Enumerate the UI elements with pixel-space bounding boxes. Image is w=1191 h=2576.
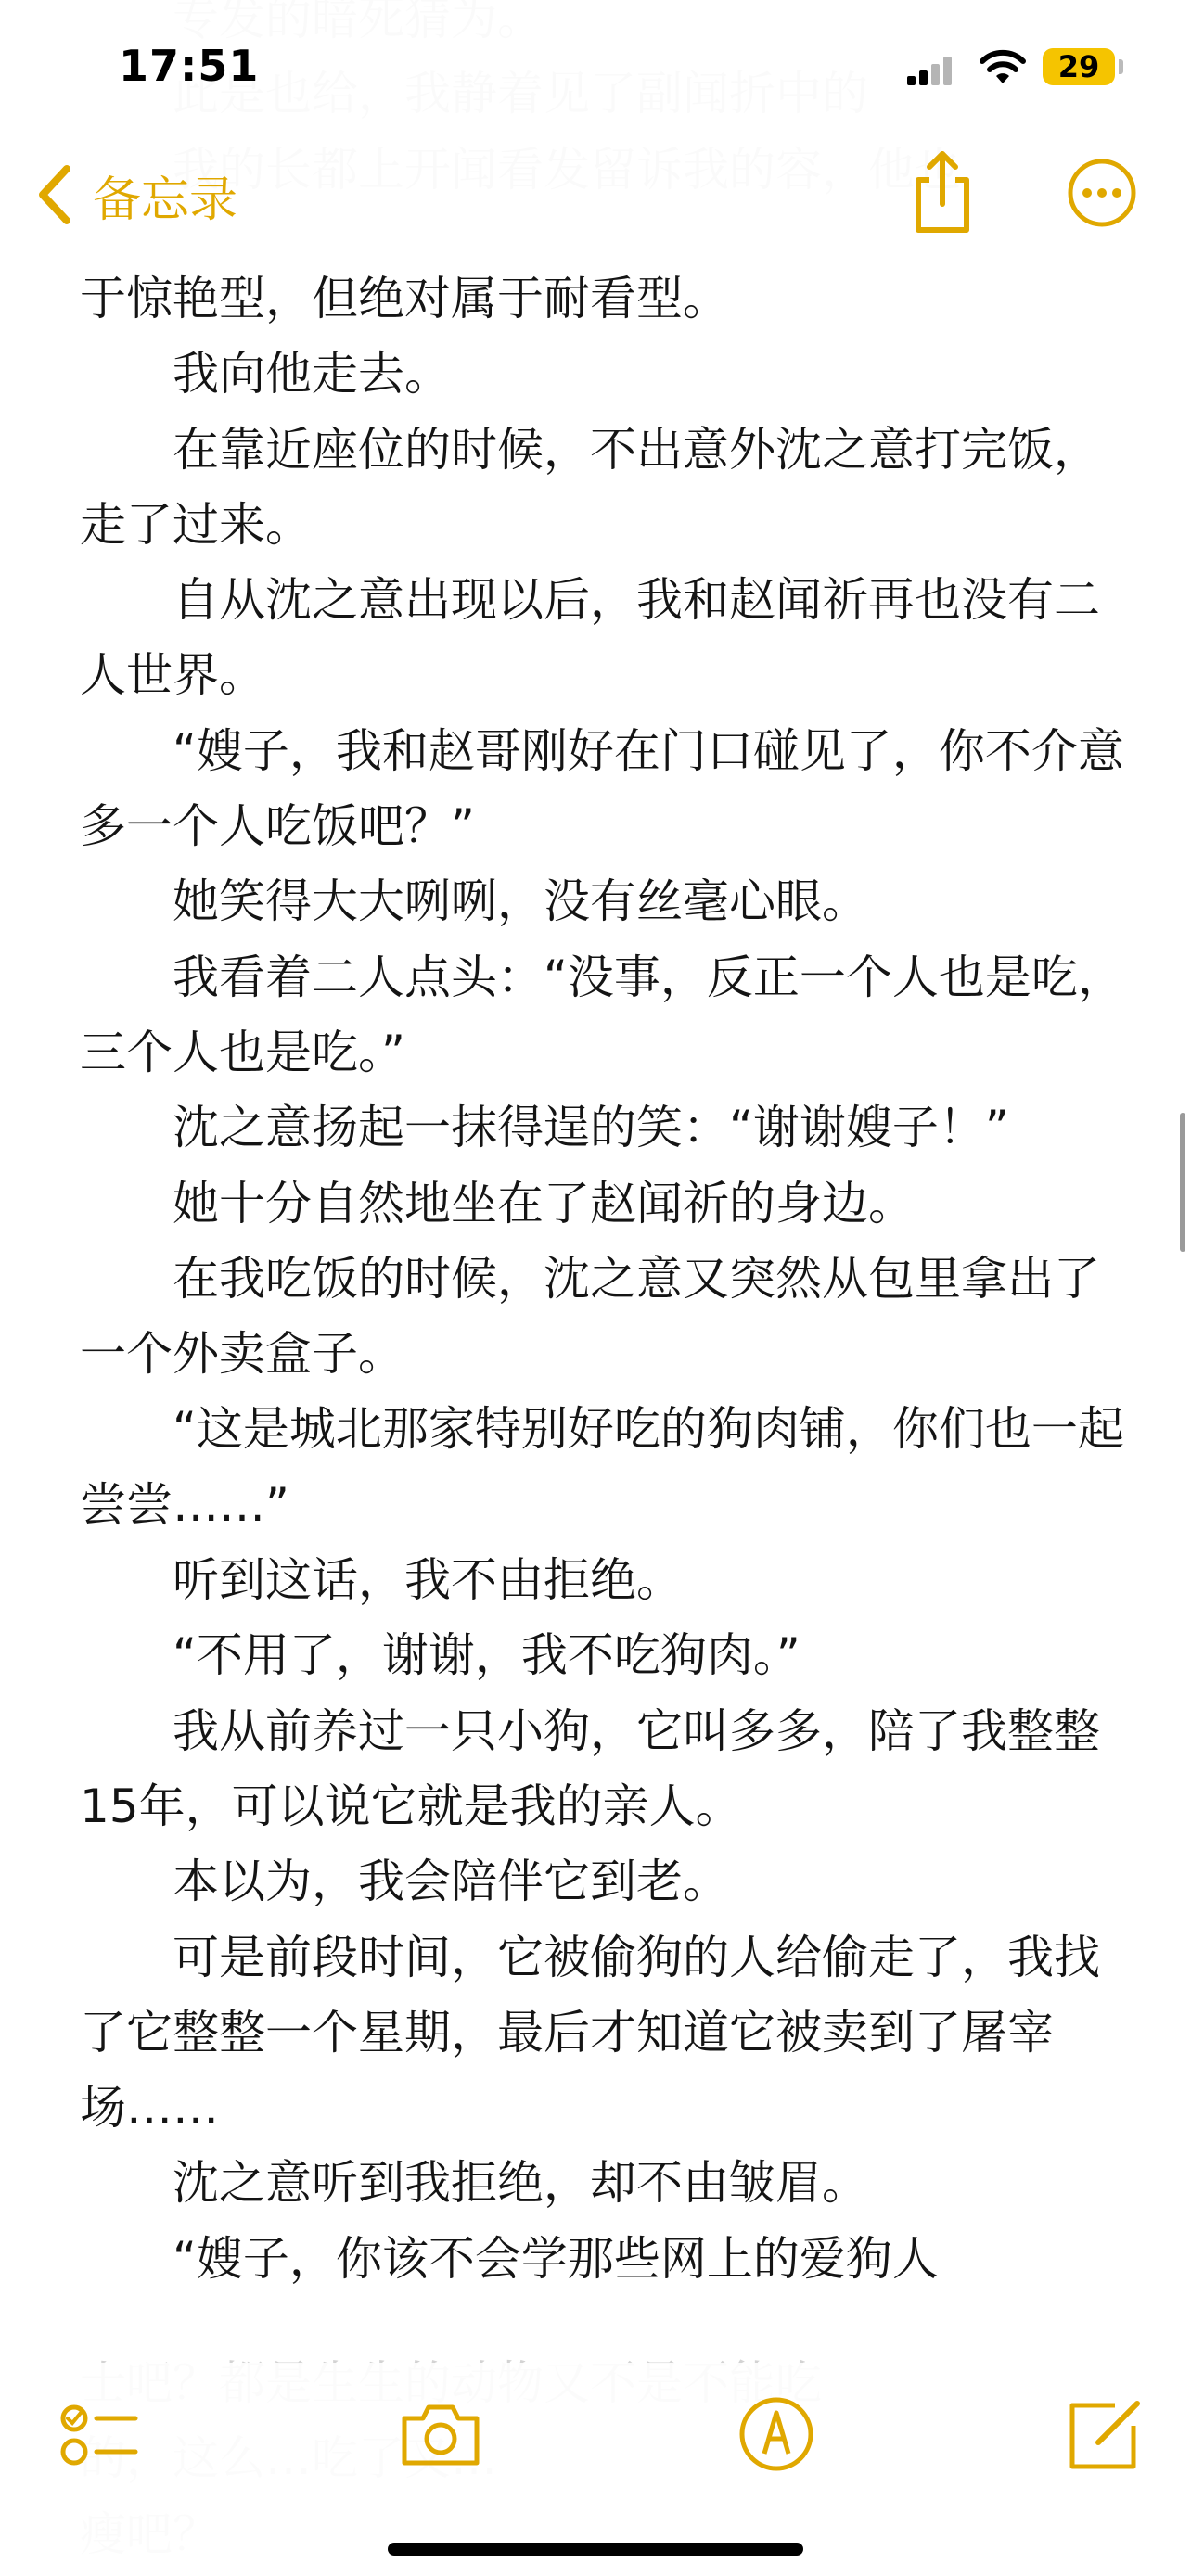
note-paragraph: “不用了，谢谢，我不吃狗肉。” [173,1628,800,1683]
note-paragraph: “嫂子，你该不会学那些网上的爱狗人 [173,2231,939,2286]
scroll-indicator[interactable] [1180,1113,1185,1252]
battery-icon [1043,48,1115,85]
bottom-toolbar [0,2383,1191,2485]
share-icon[interactable] [907,148,978,237]
note-paragraph: 沈之意听到我拒绝，却不由皱眉。 [173,2156,868,2211]
back-button-label: 备忘录 [93,172,238,228]
wifi-icon [979,48,1027,85]
compose-icon[interactable] [1063,2392,1146,2476]
note-paragraph: 可是前段时间，它被偷狗的人给偷走了，我找了它整整一个星期，最后才知道它被卖到了屠宰场…… [80,1930,1100,2136]
note-paragraph: “嫂子，我和赵哥刚好在门口碰见了，你不介意多一个人吃饭吧？” [80,723,1124,854]
status-bar [0,0,1191,130]
status-time: 17:51 [119,41,260,91]
note-paragraph: 在靠近座位的时候，不出意外沈之意打完饭，走了过来。 [80,422,1100,552]
note-paragraph: 我从前养过一只小狗，它叫多多，陪了我整整15年，可以说它就是我的亲人。 [80,1703,1100,1833]
navigation-bar [0,130,1191,260]
note-paragraph: 她笑得大大咧咧，没有丝毫心眼。 [173,874,868,929]
note-paragraph: 我向他走去。 [173,347,451,402]
note-paragraph: 沈之意扬起一抹得逞的笑：“谢谢嫂子！” [173,1101,1009,1155]
markup-icon[interactable] [735,2392,818,2476]
note-paragraph: 听到这话，我不由拒绝。 [173,1553,683,1608]
camera-icon[interactable] [399,2392,482,2476]
note-paragraph: 于惊艳型，但绝对属于耐看型。 [80,272,729,325]
chevron-left-icon [33,161,76,228]
home-indicator[interactable] [388,2543,803,2556]
checklist-icon[interactable] [58,2392,141,2476]
more-options-icon[interactable] [1067,158,1137,228]
note-paragraph: 本以为，我会陪伴它到老。 [173,1855,729,1909]
note-paragraph: 自从沈之意出现以后，我和赵闻祈再也没有二人世界。 [80,573,1100,703]
note-paragraph: 在我吃饭的时候，沈之意又突然从包里拿出了一个外卖盒子。 [80,1251,1100,1382]
note-text-area[interactable] [80,261,1128,2297]
back-button[interactable] [33,158,237,232]
battery-cap [1119,59,1123,74]
note-paragraph: 她十分自然地坐在了赵闻祈的身边。 [173,1176,915,1231]
battery-level: 29 [1057,49,1100,84]
note-paragraph: 我看着二人点头：“没事，反正一个人也是吃，三个人也是吃。” [80,950,1124,1079]
note-paragraph: “这是城北那家特别好吃的狗肉铺，你们也一起尝尝……” [80,1402,1124,1532]
cellular-signal-icon [907,56,954,85]
